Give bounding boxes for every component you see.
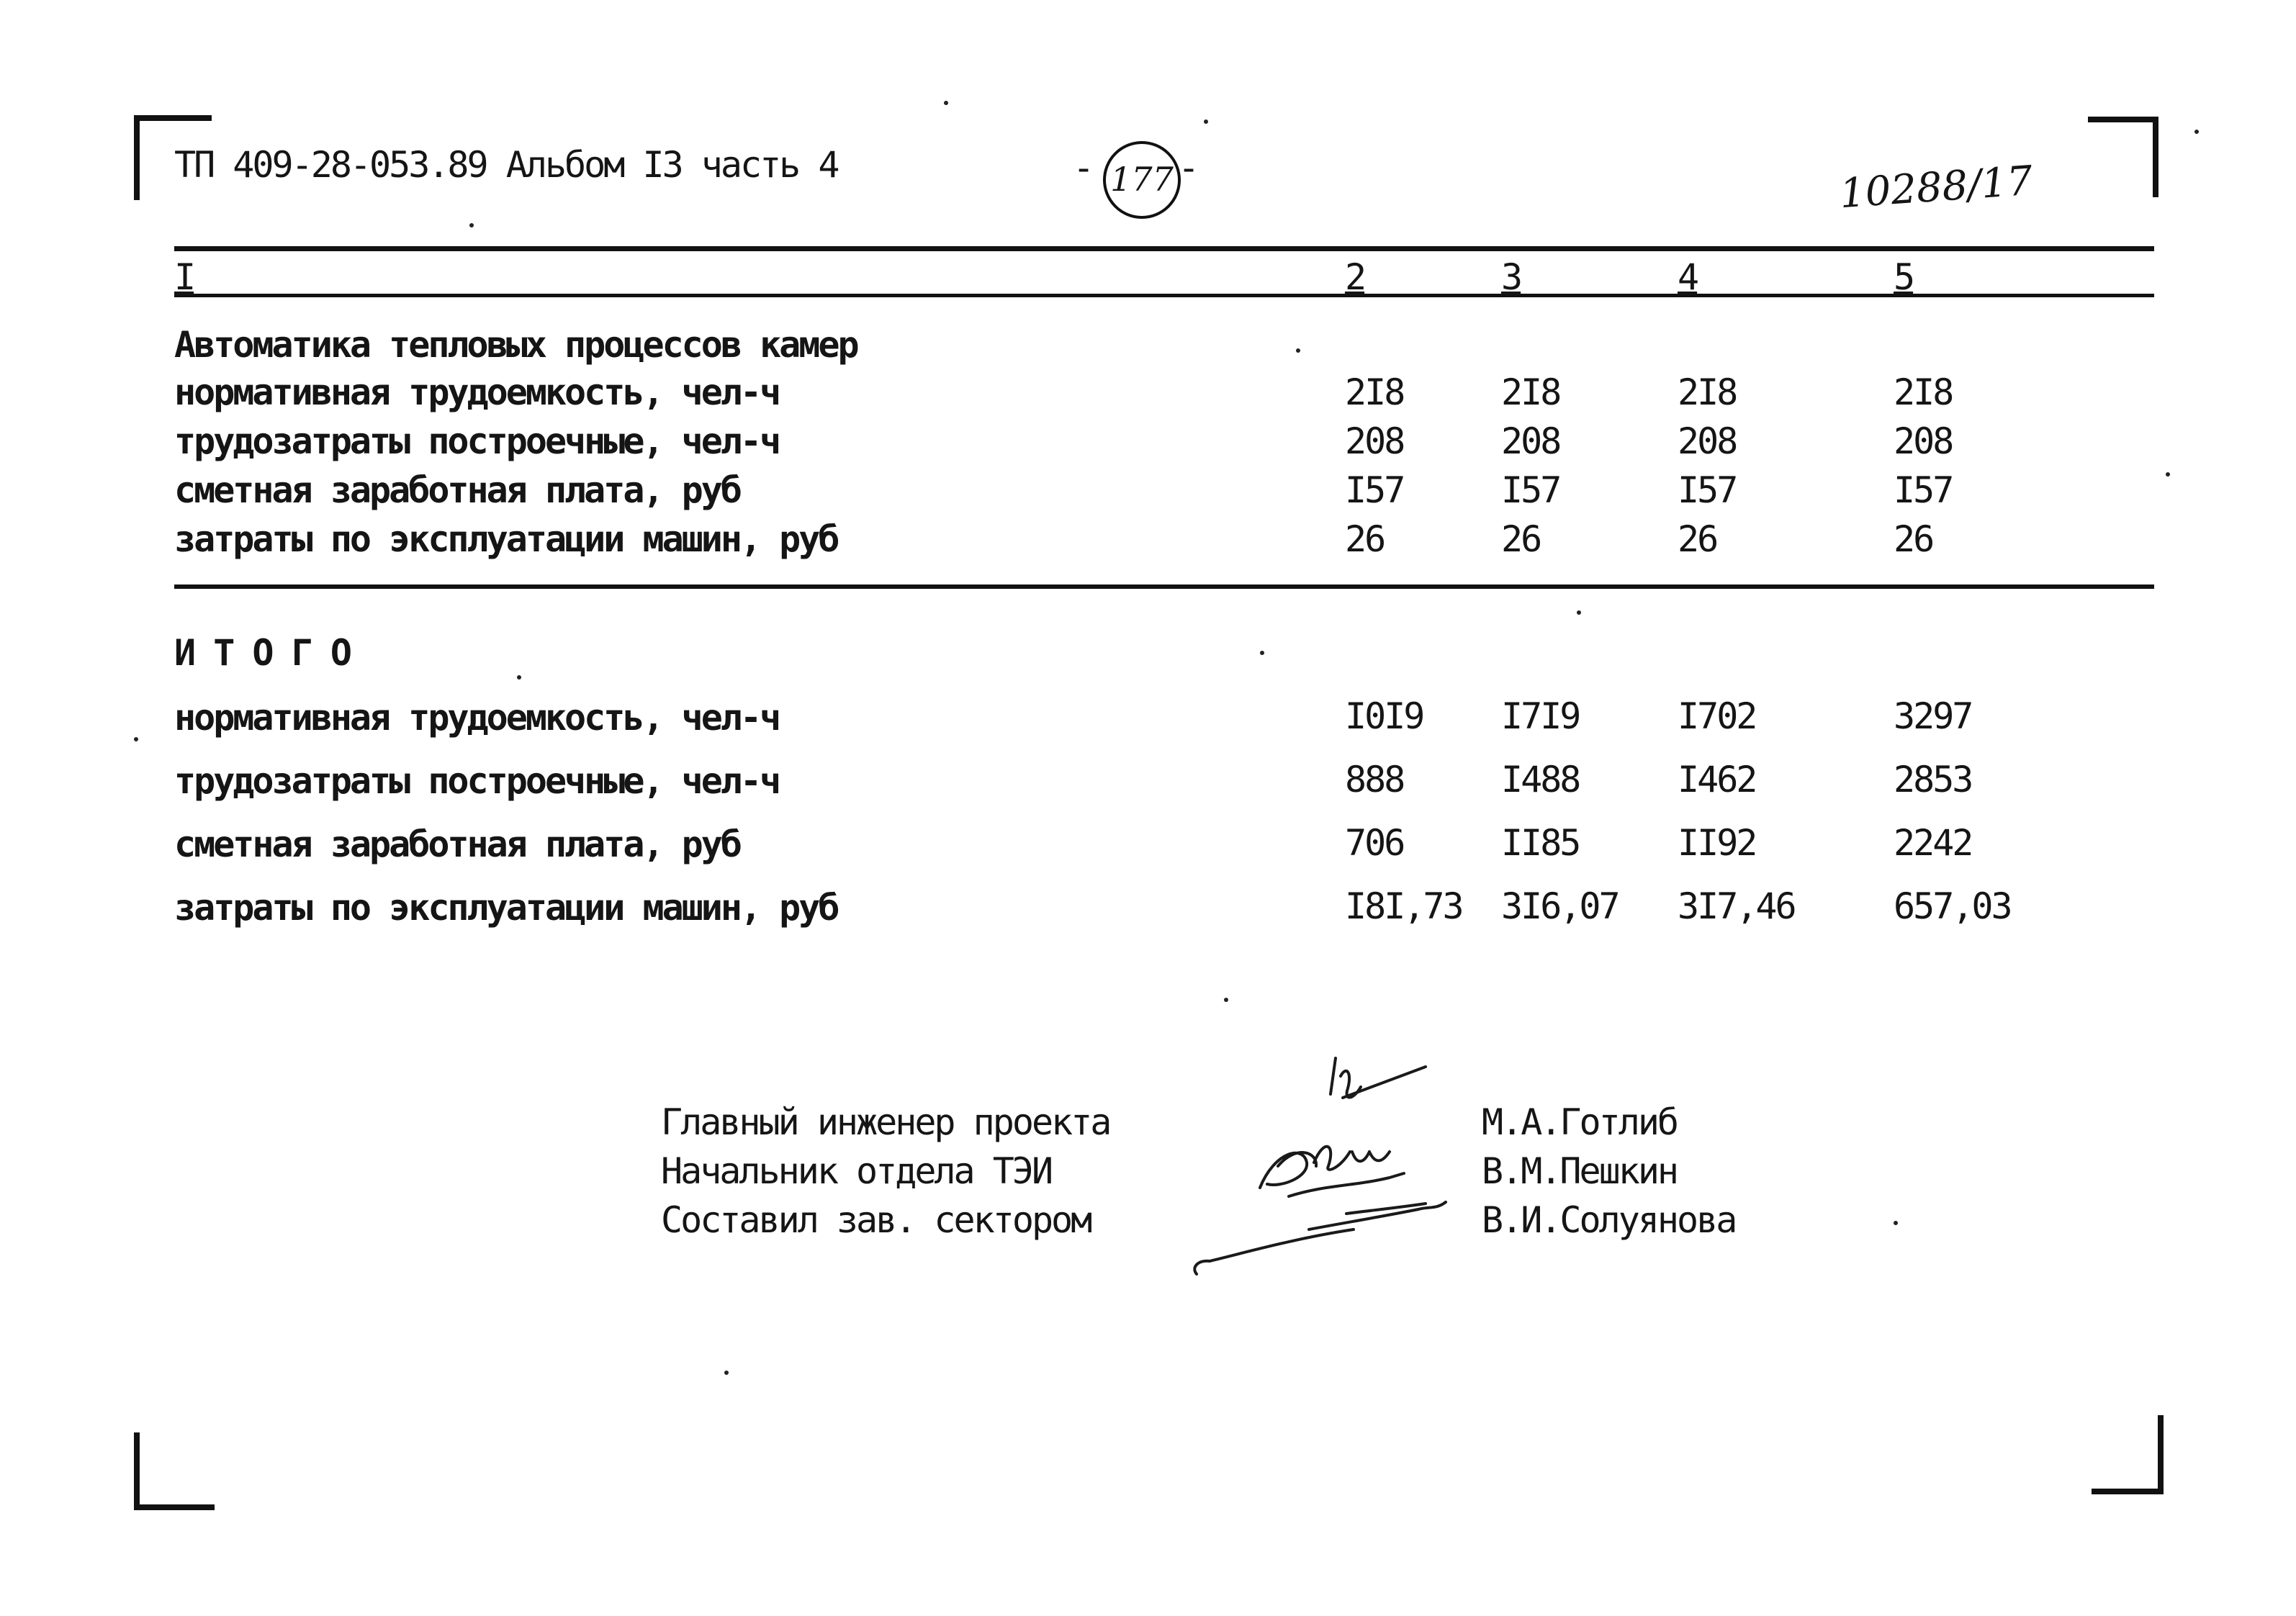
cell-col-3: 26 (1501, 518, 1541, 560)
row-label: сметная заработная плата, руб (174, 823, 740, 865)
row-label: нормативная трудоемкость, чел-ч (174, 371, 780, 413)
cell-col-5: 2853 (1894, 759, 1972, 800)
page-number-dash-left: - (1073, 147, 1093, 189)
cell-col-2: 26 (1345, 518, 1385, 560)
cell-col-3: I488 (1501, 759, 1580, 800)
cell-col-4: I57 (1678, 469, 1737, 511)
cell-col-5: I57 (1894, 469, 1953, 511)
cell-col-2: I8I,73 (1345, 885, 1462, 927)
cell-col-5: 3297 (1894, 695, 1972, 737)
total-heading: И Т О Г О (174, 632, 350, 674)
cell-col-4: 208 (1678, 420, 1737, 462)
corner-mark-bottom-left (134, 1432, 215, 1510)
cell-col-3: II85 (1501, 822, 1580, 864)
signature-role-chief-engineer: Главный инженер проекта (661, 1101, 1110, 1143)
scan-speck (944, 101, 948, 105)
cell-col-4: 26 (1678, 518, 1717, 560)
cell-col-2: 2I8 (1345, 371, 1404, 413)
cell-col-3: 3I6,07 (1501, 885, 1619, 927)
scan-speck (1577, 610, 1581, 615)
cell-col-3: 2I8 (1501, 371, 1560, 413)
corner-mark-top-right (2088, 117, 2158, 197)
cell-col-2: 888 (1345, 759, 1404, 800)
column-header-2: 2 (1345, 256, 1365, 298)
cell-col-4: 3I7,46 (1678, 885, 1795, 927)
cell-col-4: 2I8 (1678, 371, 1737, 413)
column-header-4: 4 (1678, 256, 1698, 298)
cell-col-3: 208 (1501, 420, 1560, 462)
cell-col-4: I462 (1678, 759, 1756, 800)
column-header-3: 3 (1501, 256, 1521, 298)
row-label: затраты по эксплуатации машин, руб (174, 887, 838, 929)
row-label: затраты по эксплуатации машин, руб (174, 518, 838, 560)
scan-speck (1224, 998, 1228, 1002)
row-label: нормативная трудоемкость, чел-ч (174, 697, 780, 739)
scan-speck (1204, 119, 1208, 124)
scan-speck (1260, 651, 1264, 655)
cell-col-4: II92 (1678, 822, 1756, 864)
signature-name-chief-engineer: М.А.Готлиб (1482, 1101, 1678, 1143)
signature-name-department-head: В.М.Пешкин (1482, 1150, 1678, 1192)
column-header-5: 5 (1894, 256, 1914, 298)
scan-speck (469, 223, 474, 227)
cell-col-3: I7I9 (1501, 695, 1580, 737)
row-label: трудозатраты построечные, чел-ч (174, 420, 780, 462)
section-divider-rule (174, 584, 2154, 589)
cell-col-4: I702 (1678, 695, 1756, 737)
corner-mark-bottom-right (2092, 1415, 2164, 1494)
table-top-rule (174, 246, 2154, 251)
cell-col-5: 26 (1894, 518, 1933, 560)
cell-col-2: 208 (1345, 420, 1404, 462)
scan-speck (724, 1371, 729, 1375)
document-reference: ТП 409-28-053.89 Альбом I3 часть 4 (174, 144, 838, 186)
column-header-1: I (174, 256, 194, 298)
table-header-rule (174, 294, 2154, 297)
cell-col-5: 208 (1894, 420, 1953, 462)
scan-speck (134, 737, 138, 741)
scan-speck (1894, 1221, 1898, 1225)
row-label: сметная заработная плата, руб (174, 469, 740, 511)
section-title: Автоматика тепловых процессов камер (174, 324, 857, 366)
scan-speck (1296, 348, 1300, 353)
handwritten-signatures (1181, 1044, 1483, 1281)
cell-col-3: I57 (1501, 469, 1560, 511)
cell-col-5: 2I8 (1894, 371, 1953, 413)
page-number-text: 177 (1110, 160, 1174, 199)
scan-speck (2194, 130, 2199, 134)
scan-speck (517, 675, 521, 680)
cell-col-5: 657,03 (1894, 885, 2011, 927)
scan-speck (2166, 472, 2170, 477)
row-label: трудозатраты построечные, чел-ч (174, 760, 780, 802)
page-number-dash-right: - (1178, 147, 1198, 189)
signature-name-compiler: В.И.Солуянова (1482, 1199, 1736, 1241)
cell-col-2: I0I9 (1345, 695, 1423, 737)
inventory-number: 10288/17 (1838, 157, 2035, 218)
cell-col-2: I57 (1345, 469, 1404, 511)
cell-col-2: 706 (1345, 822, 1404, 864)
cell-col-5: 2242 (1894, 822, 1972, 864)
signature-role-compiler: Составил зав. сектором (661, 1199, 1091, 1241)
signature-role-department-head: Начальник отдела ТЭИ (661, 1150, 1052, 1192)
